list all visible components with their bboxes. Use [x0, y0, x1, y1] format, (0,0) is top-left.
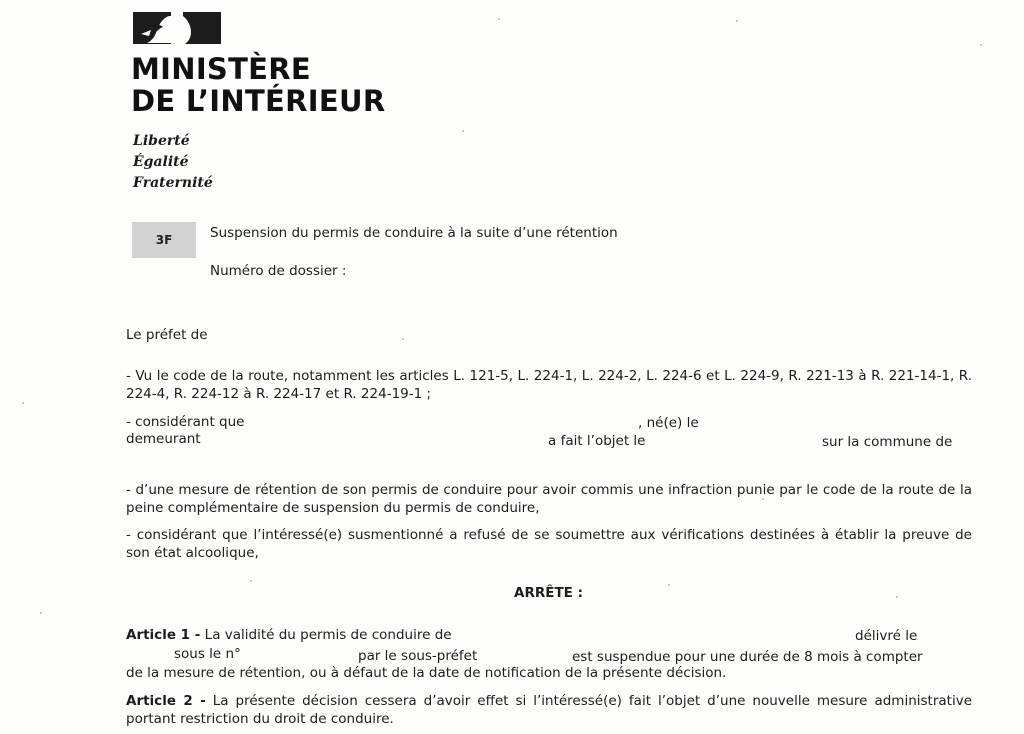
scan-speck — [22, 402, 24, 404]
suspendue-text: est suspendue pour une durée de 8 mois à compter — [572, 649, 923, 665]
article-1-line-1 — [126, 626, 452, 644]
sous-prefet-label: par le sous-préfet — [358, 648, 478, 664]
ministry-name — [131, 53, 385, 117]
vu-paragraph: - Vu le code de la route, notamment les articles L. 121-5, L. 224-1, L. 224-2, L. 224-6 et L. 224-9, R. 221-13 à R. 221-14-1, R. 224-4, R. 224-12 à R. 224-17 et R. 224-19-1 ; — [126, 368, 972, 402]
scan-speck — [498, 18, 500, 20]
form-code: 3F — [155, 233, 173, 247]
prefet-line: Le préfet de — [126, 327, 208, 343]
commune-label: sur la commune de — [822, 434, 953, 450]
scan-speck — [402, 338, 404, 340]
mesure-paragraph: - d’une mesure de rétention de son permis de conduire pour avoir commis une infraction punie par le code de la route de la peine complémentaire de suspension du permis de conduire, — [126, 482, 972, 516]
form-title: Suspension du permis de conduire à la suite d’une rétention — [210, 225, 618, 241]
scan-speck — [462, 130, 464, 132]
scan-speck — [668, 584, 670, 586]
marianne-logo — [133, 12, 221, 44]
considerant-1: - considérant que — [126, 414, 245, 430]
scan-speck — [896, 596, 898, 598]
motto-egalite: Égalité — [133, 154, 189, 170]
scan-speck — [250, 580, 252, 582]
motto-liberte: Liberté — [133, 133, 190, 149]
scan-speck — [762, 498, 764, 500]
scan-speck — [980, 44, 982, 46]
ministry-line-2: DE L’INTÉRIEUR — [131, 84, 386, 118]
article-2 — [126, 693, 972, 728]
demeurant-label: demeurant — [126, 431, 201, 447]
motto-fraternite: Fraternité — [133, 175, 213, 191]
article-2-text: La présente décision cessera d’avoir effet si l’intéressé(e) fait l’objet d’une nouvelle mesure administrative portant restriction du droit de conduire. — [126, 693, 972, 727]
arrete-heading: ARRÊTE : — [514, 585, 583, 601]
scan-speck — [736, 20, 738, 22]
article-1-start: La validité du permis de conduire de — [204, 627, 452, 643]
ministry-line-1: MINISTÈRE — [131, 52, 312, 86]
file-number-label: Numéro de dossier : — [210, 263, 347, 279]
article-1-label: Article 1 - — [126, 627, 201, 643]
article-1-end: de la mesure de rétention, ou à défaut de la date de notification de la présente décision. — [126, 665, 727, 681]
considerant-2: - considérant que l’intéressé(e) susmentionné a refusé de se soumettre aux vérifications destinées à établir la preuve de son état alcoolique, — [126, 527, 972, 561]
fait-objet-label: a fait l’objet le — [548, 433, 646, 449]
delivre-label: délivré le — [855, 628, 918, 644]
article-2-label: Article 2 - — [126, 693, 206, 709]
numero-label: sous le n° — [174, 646, 241, 662]
birth-date-label: , né(e) le — [638, 415, 699, 431]
scan-speck — [40, 612, 42, 614]
republic-motto — [133, 131, 213, 194]
form-code-badge — [132, 222, 196, 258]
